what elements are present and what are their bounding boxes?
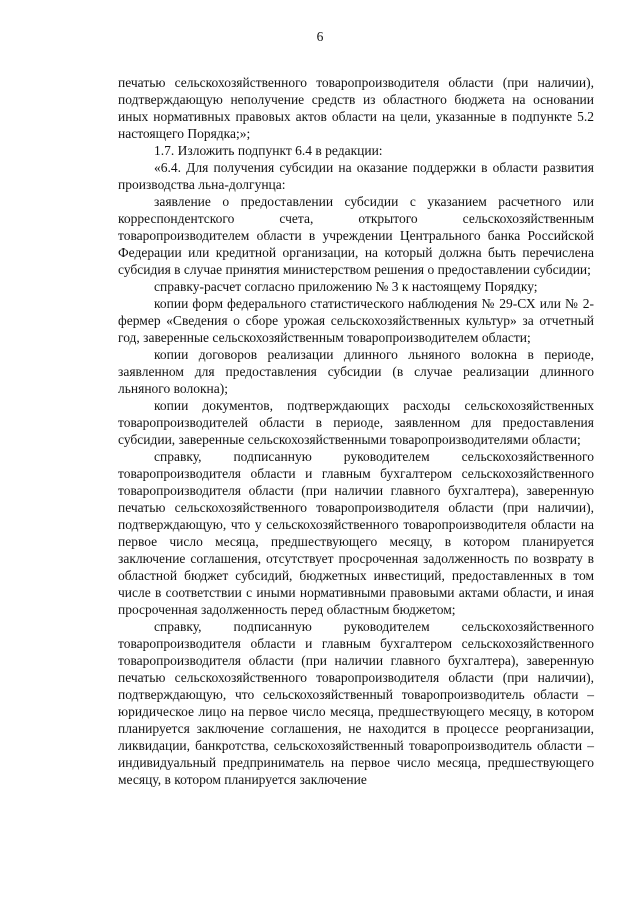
paragraph-6: копии форм федерального статистического наблюдения № 29-СХ или № 2-фермер «Сведения о сборе урожая сельскохозяйственных культур» за отчетный год, заверенные сельскохозяйственным товаропроизводителем области; — [118, 296, 594, 345]
paragraph-10: справку, подписанную руководителем сельскохозяйственного товаропроизводителя области и главным бухгалтером сельскохозяйственного товаропроизводителя области (при наличии главного бухгалтера), заверенную печатью сельскохозяйственного товаропроизводителя области (при наличии), подтверждающую, что сельскохозяйственный товаропроизводитель области – юридическое лицо на первое число месяца, предшествующего месяцу, в котором планируется заключение соглашения, не находится в процессе реорганизации, ликвидации, банкротства, сельскохозяйственный товаропроизводитель области – индивидуальный предприниматель на первое число месяца, предшествующего месяцу, в котором планируется заключение — [118, 619, 594, 787]
document-body — [118, 74, 594, 788]
paragraph-1: печатью сельскохозяйственного товаропроизводителя области (при наличии), подтверждающую неполучение средств из областного бюджета на основании иных нормативных правовых актов области на цели, указанные в подпункте 5.2 настоящего Порядка;»; — [118, 75, 594, 141]
paragraph-7: копии договоров реализации длинного льняного волокна в периоде, заявленном для предоставления субсидии (в случае реализации длинного льняного волокна); — [118, 347, 594, 396]
paragraph-3: «6.4. Для получения субсидии на оказание поддержки в области развития производства льна-долгунца: — [118, 160, 594, 192]
paragraph-9: справку, подписанную руководителем сельскохозяйственного товаропроизводителя области и главным бухгалтером сельскохозяйственного товаропроизводителя области (при наличии главного бухгалтера), заверенную печатью сельскохозяйственного товаропроизводителя области (при наличии), подтверждающую, что у сельскохозяйственного товаропроизводителя области на первое число месяца, предшествующего месяцу, в котором планируется заключение соглашения, отсутствует просроченная задолженность по возврату в областной бюджет субсидий, бюджетных инвестиций, предоставленных в том числе в соответствии с иными нормативными правовыми актами области, и иная просроченная задолженность перед областным бюджетом; — [118, 449, 594, 617]
paragraph-5: справку-расчет согласно приложению № 3 к настоящему Порядку; — [154, 279, 538, 294]
paragraph-2: 1.7. Изложить подпункт 6.4 в редакции: — [154, 143, 383, 158]
paragraph-4: заявление о предоставлении субсидии с указанием расчетного или корреспондентского счета, открытого сельскохозяйственным товаропроизводителем области в учреждении Центрального банка Российской Федерации или кредитной организации, на который должна быть перечислена субсидия в случае принятия министерством решения о предоставлении субсидии; — [118, 194, 594, 277]
paragraph-8: копии документов, подтверждающих расходы сельскохозяйственных товаропроизводителей области в периоде, заявленном для предоставления субсидии, заверенные сельскохозяйственными товаропроизводителями области; — [118, 398, 594, 447]
page-number: 6 — [316, 29, 324, 44]
